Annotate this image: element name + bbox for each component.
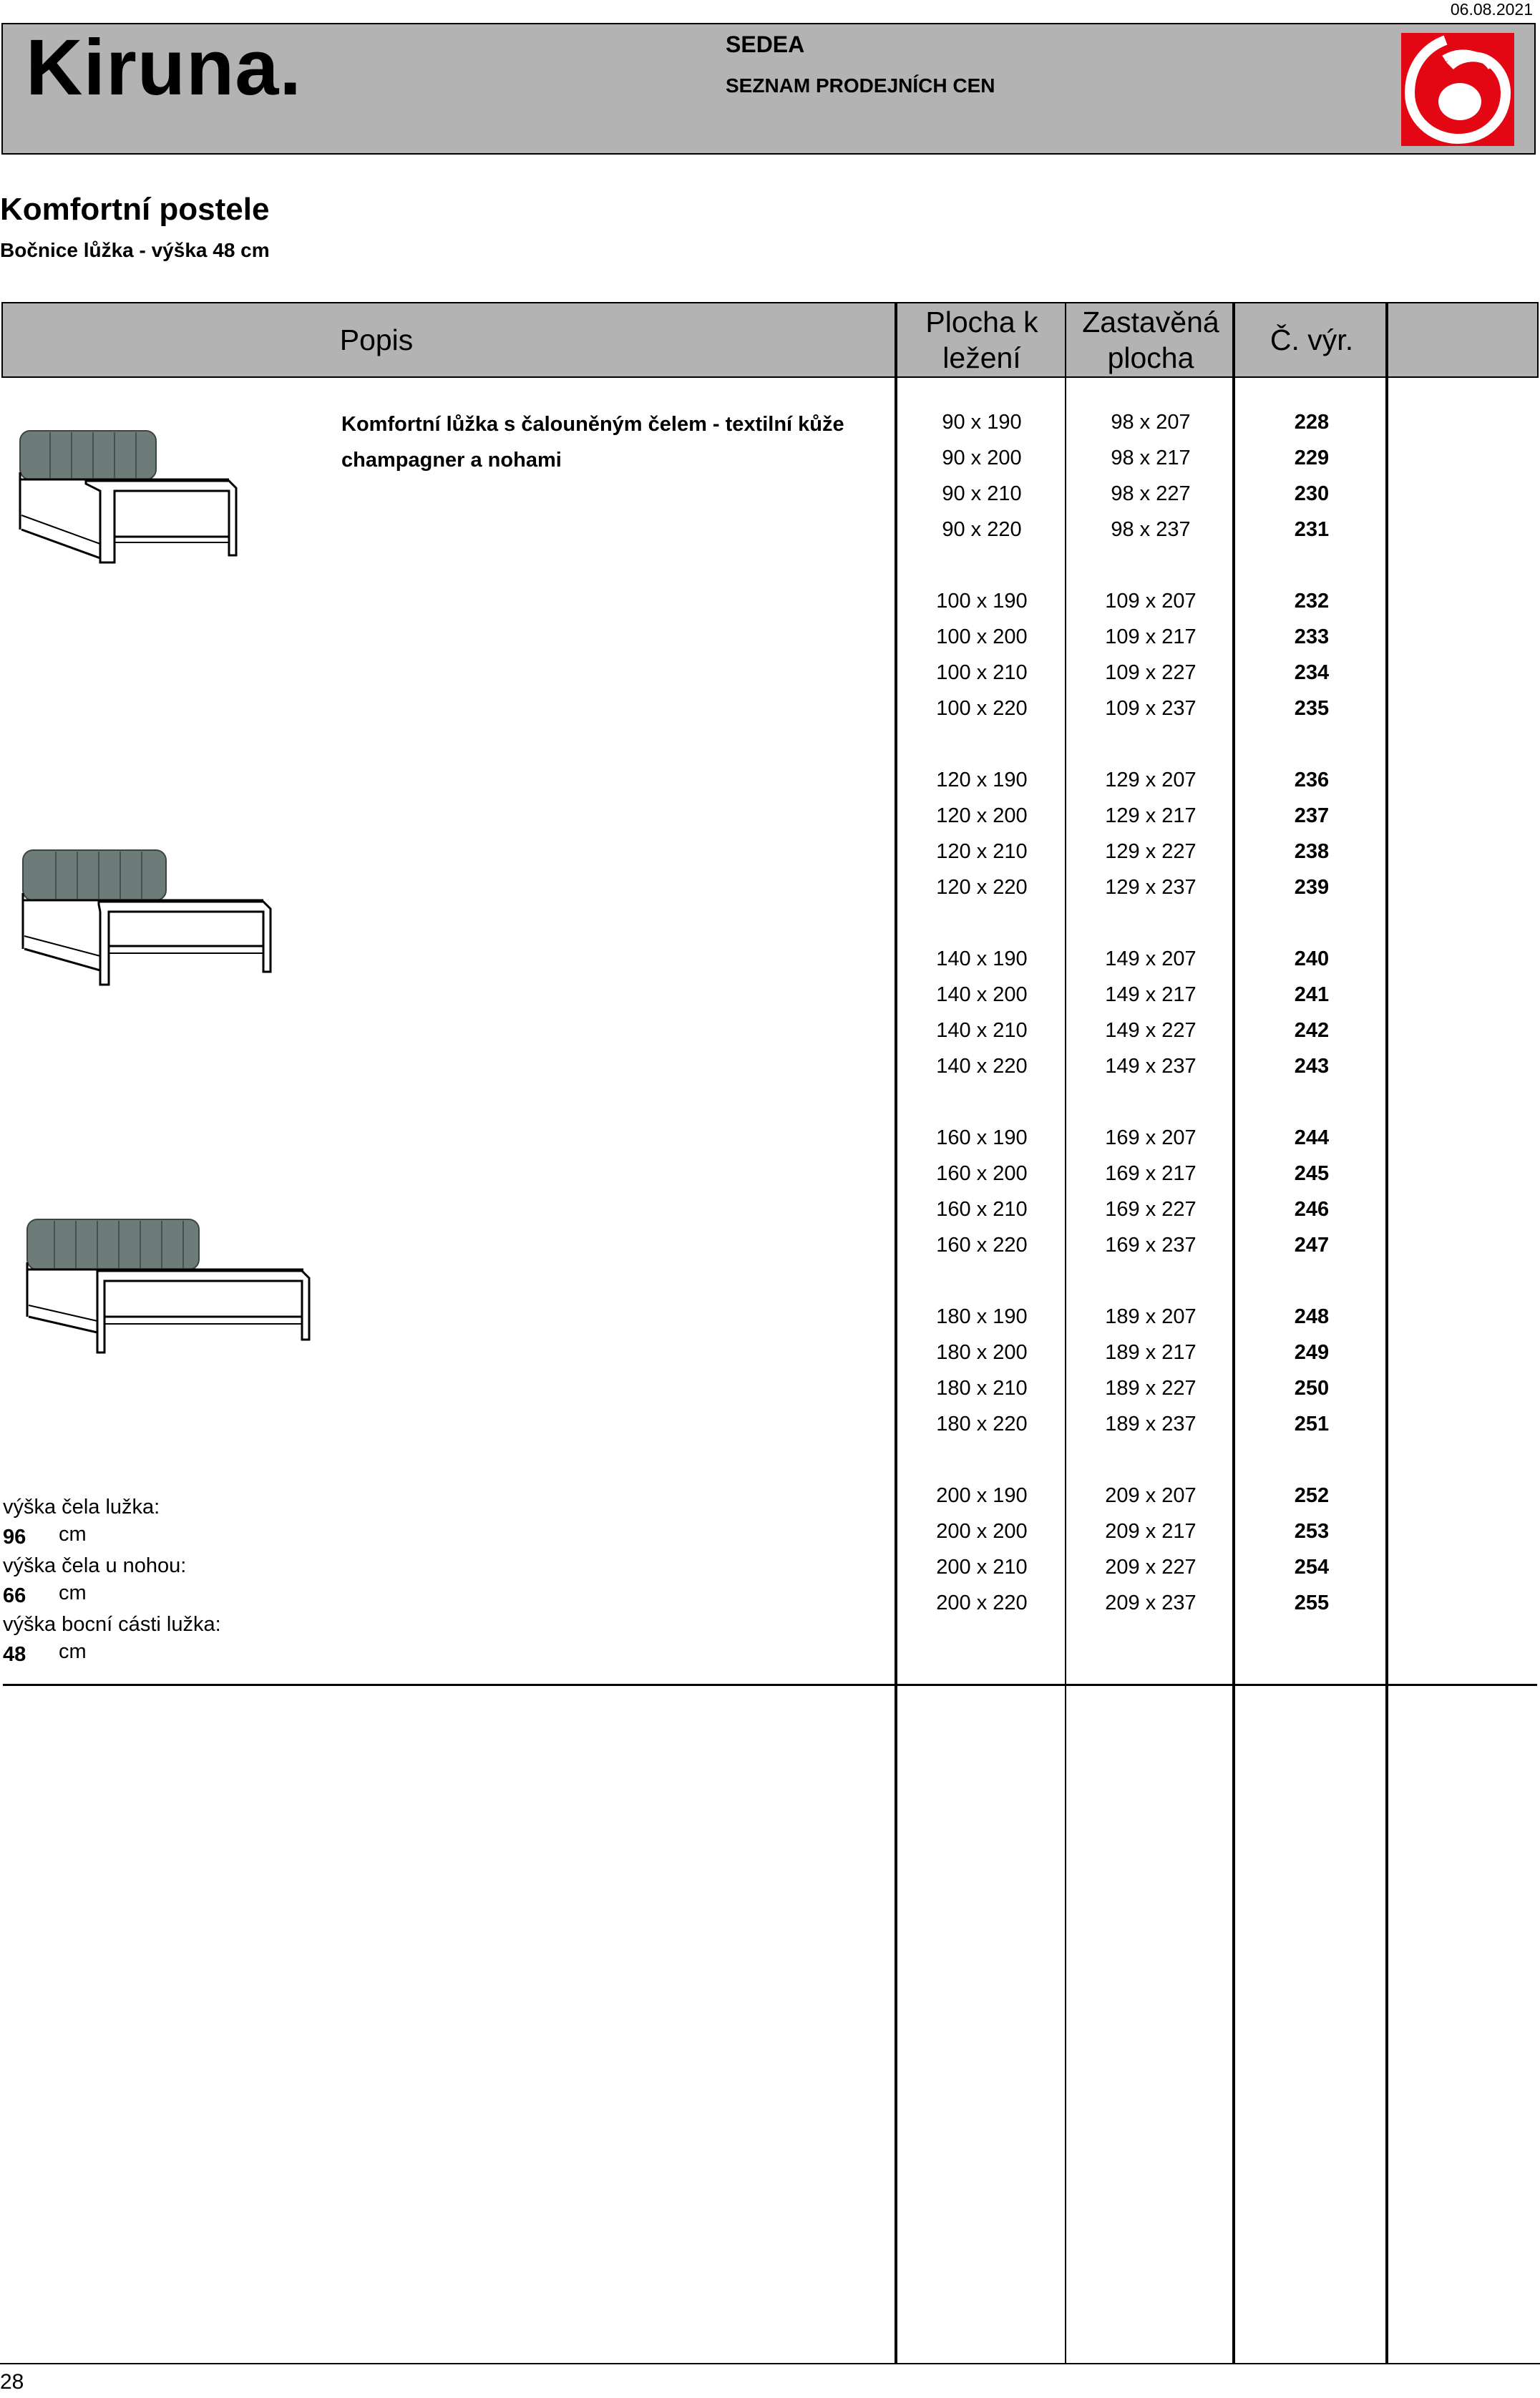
company-logo — [1401, 33, 1514, 146]
head-height-unit: cm — [59, 1523, 87, 1546]
cell-plocha: 100 x 190 — [936, 590, 1028, 613]
cell-zastavena: 109 x 217 — [1105, 625, 1197, 648]
foot-height-unit: cm — [59, 1581, 87, 1604]
header-zast-line2: plocha — [1107, 341, 1194, 374]
cell-zastavena: 209 x 217 — [1105, 1520, 1197, 1543]
cell-code: 235 — [1294, 697, 1330, 720]
cell-zastavena: 98 x 237 — [1111, 518, 1191, 541]
cell-zastavena: 209 x 237 — [1105, 1592, 1197, 1614]
cell-zastavena: 189 x 237 — [1105, 1413, 1197, 1436]
cell-plocha: 160 x 220 — [936, 1234, 1028, 1257]
company-name: SEDEA — [726, 31, 805, 57]
side-height-label: výška bocní cásti lužka: — [3, 1613, 221, 1636]
cell-plocha: 100 x 200 — [936, 625, 1028, 648]
cell-code: 231 — [1294, 518, 1330, 541]
foot-height-label: výška čela u nohou: — [3, 1554, 187, 1577]
section-title: Komfortní postele — [0, 192, 270, 227]
cell-code: 228 — [1294, 411, 1330, 434]
document-date: 06.08.2021 — [1450, 0, 1533, 19]
cell-zastavena: 169 x 207 — [1105, 1126, 1197, 1149]
header-plocha-line2: ležení — [942, 341, 1021, 374]
table-bottom-rule — [3, 1684, 1537, 1686]
cell-plocha: 200 x 220 — [936, 1592, 1028, 1614]
cell-code: 249 — [1294, 1341, 1330, 1364]
cell-plocha: 90 x 190 — [942, 411, 1022, 434]
cell-plocha: 100 x 210 — [936, 661, 1028, 684]
cell-plocha: 120 x 220 — [936, 876, 1028, 899]
head-height-value: 96 — [3, 1526, 26, 1549]
cell-plocha: 140 x 200 — [936, 983, 1028, 1006]
head-height-label: výška čela lužka: — [3, 1496, 160, 1519]
cell-code: 244 — [1294, 1126, 1330, 1149]
cell-zastavena: 149 x 207 — [1105, 947, 1197, 970]
cell-code: 255 — [1294, 1592, 1330, 1614]
cell-plocha: 140 x 220 — [936, 1055, 1028, 1078]
cell-plocha: 120 x 190 — [936, 769, 1028, 791]
page-bottom-rule — [0, 2363, 1540, 2364]
cell-plocha: 90 x 220 — [942, 518, 1022, 541]
cell-zastavena: 109 x 237 — [1105, 697, 1197, 720]
cell-zastavena: 149 x 217 — [1105, 983, 1197, 1006]
side-height-unit: cm — [59, 1640, 87, 1663]
cell-zastavena: 189 x 227 — [1105, 1377, 1197, 1400]
cell-code: 237 — [1294, 804, 1330, 827]
cell-plocha: 180 x 210 — [936, 1377, 1028, 1400]
cell-code: 250 — [1294, 1377, 1330, 1400]
cell-zastavena: 209 x 227 — [1105, 1556, 1197, 1579]
cell-plocha: 120 x 200 — [936, 804, 1028, 827]
cell-code: 234 — [1294, 661, 1330, 684]
cell-plocha: 140 x 190 — [936, 947, 1028, 970]
header-cislo: Č. výr. — [1269, 323, 1354, 356]
cell-zastavena: 98 x 217 — [1111, 447, 1191, 469]
cell-code: 239 — [1294, 876, 1330, 899]
cell-zastavena: 109 x 227 — [1105, 661, 1197, 684]
cell-plocha: 90 x 200 — [942, 447, 1022, 469]
cell-plocha: 200 x 190 — [936, 1484, 1028, 1507]
cell-code: 247 — [1294, 1234, 1330, 1257]
cell-plocha: 180 x 190 — [936, 1305, 1028, 1328]
cell-code: 240 — [1294, 947, 1330, 970]
cell-code: 236 — [1294, 769, 1330, 791]
cell-zastavena: 129 x 237 — [1105, 876, 1197, 899]
cell-zastavena: 149 x 227 — [1105, 1019, 1197, 1042]
single-bed-illustration — [14, 429, 243, 565]
cell-plocha: 200 x 210 — [936, 1556, 1028, 1579]
cell-plocha: 160 x 190 — [936, 1126, 1028, 1149]
cell-code: 238 — [1294, 840, 1330, 863]
description-line: Komfortní lůžka s čalouněným čelem - textilní kůže — [341, 413, 844, 436]
cell-zastavena: 189 x 207 — [1105, 1305, 1197, 1328]
section-subtitle: Bočnice lůžka - výška 48 cm — [0, 239, 270, 261]
cell-zastavena: 109 x 207 — [1105, 590, 1197, 613]
header-plocha — [897, 302, 1066, 378]
cell-zastavena: 129 x 217 — [1105, 804, 1197, 827]
header-zastavena — [1066, 302, 1235, 378]
cell-code: 246 — [1294, 1198, 1330, 1221]
cell-zastavena: 169 x 217 — [1105, 1162, 1197, 1185]
cell-zastavena: 149 x 237 — [1105, 1055, 1197, 1078]
medium-bed-illustration — [20, 849, 278, 992]
cell-code: 243 — [1294, 1055, 1330, 1078]
cell-zastavena: 129 x 207 — [1105, 769, 1197, 791]
cell-code: 252 — [1294, 1484, 1330, 1507]
header-popis: Popis — [339, 323, 414, 356]
cell-zastavena: 129 x 227 — [1105, 840, 1197, 863]
cell-plocha: 200 x 200 — [936, 1520, 1028, 1543]
header-plocha-line1: Plocha k — [925, 306, 1038, 338]
cell-plocha: 180 x 220 — [936, 1413, 1028, 1436]
product-description — [341, 406, 844, 478]
cell-code: 242 — [1294, 1019, 1330, 1042]
cell-code: 241 — [1294, 983, 1330, 1006]
cell-zastavena: 169 x 227 — [1105, 1198, 1197, 1221]
cell-code: 248 — [1294, 1305, 1330, 1328]
cell-code: 245 — [1294, 1162, 1330, 1185]
cell-plocha: 160 x 200 — [936, 1162, 1028, 1185]
cell-code: 233 — [1294, 625, 1330, 648]
price-list-title: SEZNAM PRODEJNÍCH CEN — [726, 74, 995, 97]
cell-zastavena: 98 x 207 — [1111, 411, 1191, 434]
cell-zastavena: 169 x 237 — [1105, 1234, 1197, 1257]
header-zast-line1: Zastavěná — [1082, 306, 1219, 338]
foot-height-value: 66 — [3, 1584, 26, 1607]
cell-code: 254 — [1294, 1556, 1330, 1579]
side-height-value: 48 — [3, 1643, 26, 1666]
page-number: 28 — [0, 2370, 24, 2394]
cell-code: 229 — [1294, 447, 1330, 469]
cell-code: 232 — [1294, 590, 1330, 613]
brand-name: Kiruna. — [26, 24, 302, 112]
cell-plocha: 120 x 210 — [936, 840, 1028, 863]
cell-plocha: 100 x 220 — [936, 697, 1028, 720]
cell-zastavena: 98 x 227 — [1111, 482, 1191, 505]
cell-plocha: 180 x 200 — [936, 1341, 1028, 1364]
cell-code: 253 — [1294, 1520, 1330, 1543]
description-line: champagner a nohami — [341, 449, 562, 472]
cell-code: 251 — [1294, 1413, 1330, 1436]
double-bed-illustration — [26, 1217, 312, 1360]
cell-code: 230 — [1294, 482, 1330, 505]
cell-plocha: 160 x 210 — [936, 1198, 1028, 1221]
cell-zastavena: 189 x 217 — [1105, 1341, 1197, 1364]
cell-plocha: 140 x 210 — [936, 1019, 1028, 1042]
cell-zastavena: 209 x 207 — [1105, 1484, 1197, 1507]
cell-plocha: 90 x 210 — [942, 482, 1022, 505]
